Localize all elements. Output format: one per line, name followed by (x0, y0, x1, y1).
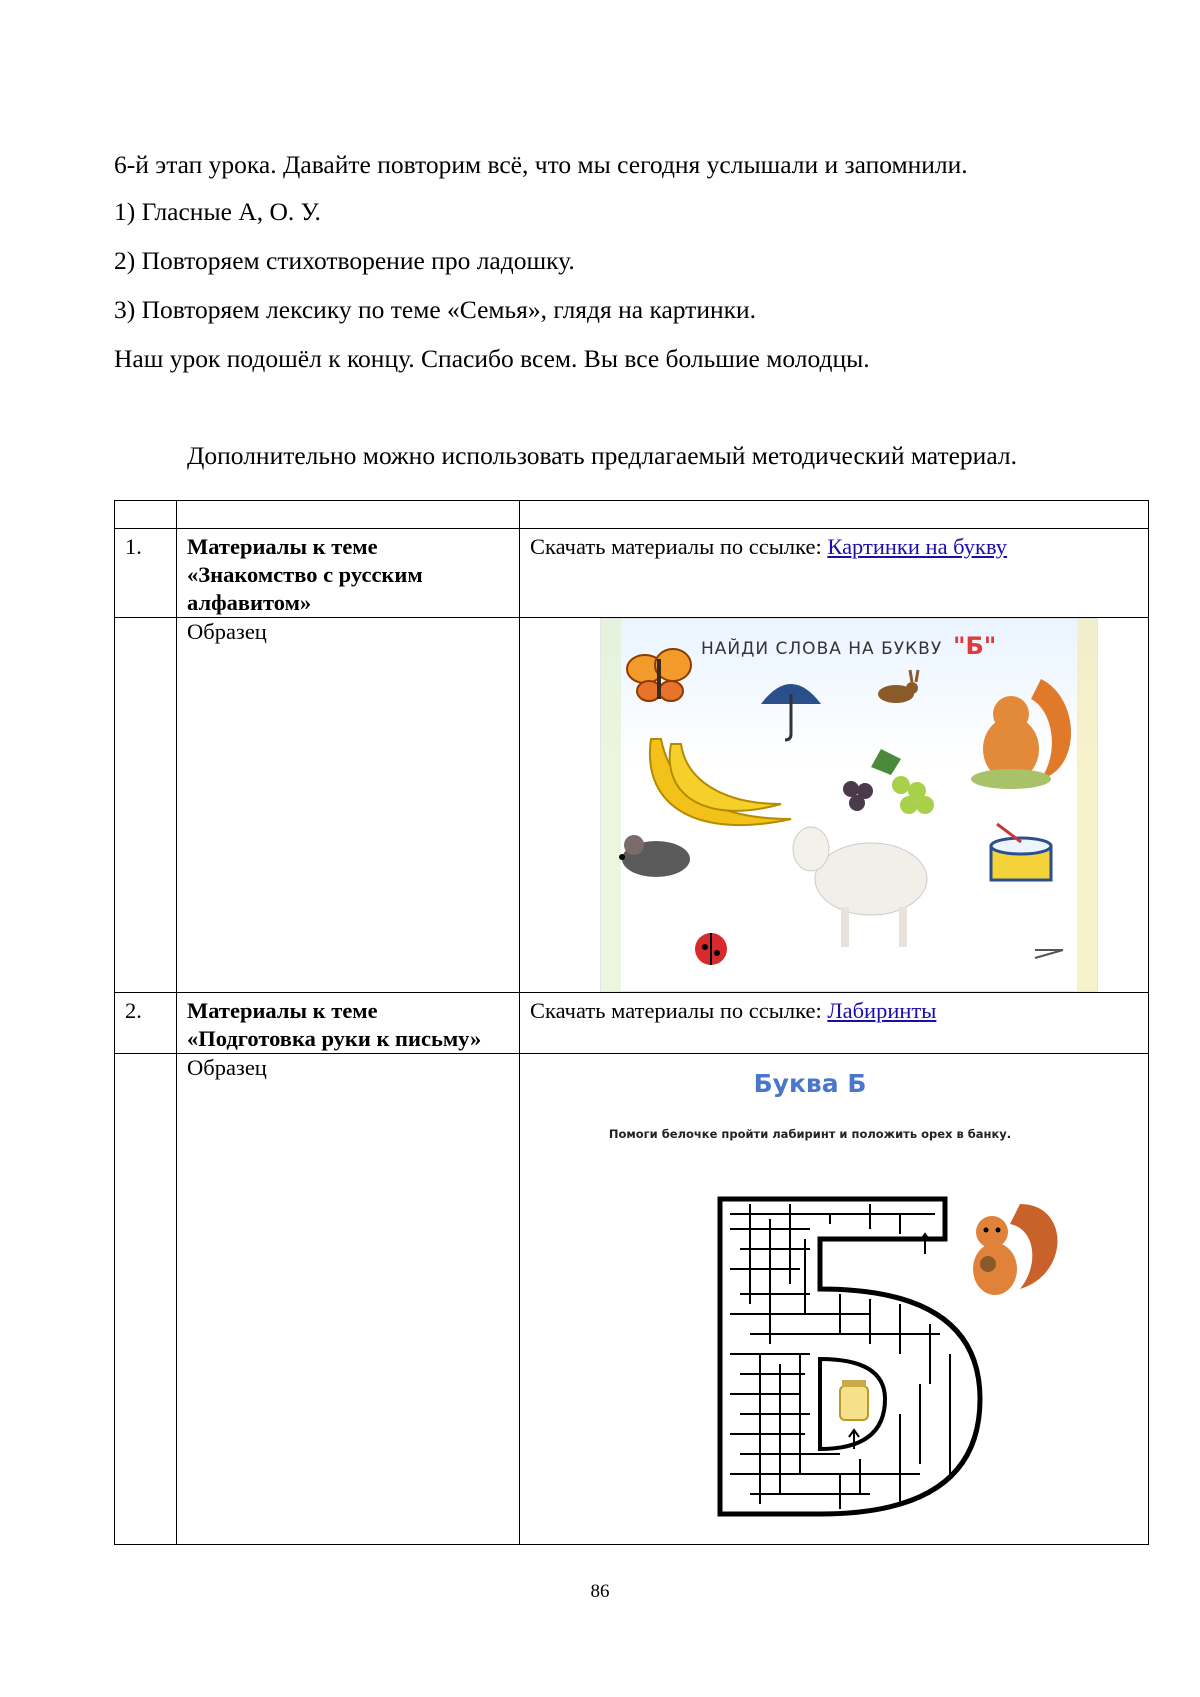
row-number: 1. (115, 529, 177, 618)
picture-letter: "Б" (953, 632, 997, 660)
find-words-illustration (601, 619, 1097, 991)
maze-illustration (540, 1054, 1100, 1544)
stage-paragraph: 6-й этап урока. Давайте повторим всё, что мы сегодня услышали и запомнили. (114, 150, 968, 179)
sample-label: Образец (177, 618, 520, 993)
find-words-picture (600, 618, 1098, 992)
squirrel-icon (971, 679, 1071, 789)
jar-icon (840, 1380, 868, 1420)
sample-image-cell (520, 1054, 1149, 1545)
maze-caption: Помоги белочке пройти лабиринт и положить орех в банку. (608, 1127, 1012, 1141)
topic-line: алфавитом» (187, 590, 312, 615)
table-row (115, 618, 1149, 993)
sheep-icon (793, 827, 927, 947)
pictures-link[interactable]: Картинки на букву (827, 534, 1008, 559)
download-prefix: Скачать материалы по ссылке: (530, 998, 828, 1023)
maze-picture (540, 1054, 1100, 1544)
topic-line: Материалы к теме (187, 534, 378, 559)
table-row (115, 529, 1149, 618)
materials-table (114, 500, 1149, 1545)
table-cell (115, 501, 177, 529)
drum-icon (991, 824, 1051, 880)
topic-cell (177, 529, 520, 618)
safety-pin-icon (1035, 950, 1063, 958)
download-cell (520, 993, 1149, 1054)
bananas-icon (650, 739, 791, 825)
table-cell (115, 1054, 177, 1545)
sample-image-cell (520, 618, 1149, 993)
table-cell (520, 501, 1149, 529)
poem-item: 2) Повторяем стихотворение про ладошку. (114, 246, 575, 275)
closing-paragraph: Наш урок подошёл к концу. Спасибо всем. Вы все большие молодцы. (114, 344, 870, 373)
maze-title: Буква Б (753, 1069, 867, 1098)
hare-icon (878, 670, 918, 703)
table-cell (115, 618, 177, 993)
mouse-icon (619, 835, 690, 877)
download-cell (520, 529, 1149, 618)
table-cell (177, 501, 520, 529)
family-vocabulary-item: 3) Повторяем лексику по теме «Семья», глядя на картинки. (114, 295, 757, 324)
mazes-link[interactable]: Лабиринты (827, 998, 937, 1023)
additional-material-paragraph: Дополнительно можно использовать предлагаемый методический материал. (187, 441, 1017, 470)
maze-letter-b (720, 1199, 980, 1514)
umbrella-icon (761, 684, 821, 740)
download-prefix: Скачать материалы по ссылке: (530, 534, 828, 559)
vowels-item: 1) Гласные А, О. У. (114, 197, 321, 226)
picture-title: НАЙДИ СЛОВА НА БУКВУ (701, 639, 943, 659)
grapes-icon (843, 749, 934, 814)
table-row (115, 993, 1149, 1054)
ladybug-icon (695, 933, 727, 965)
sample-label: Образец (177, 1054, 520, 1545)
page-number: 86 (590, 1581, 610, 1602)
topic-cell (177, 993, 520, 1054)
topic-line: Материалы к теме (187, 998, 378, 1023)
table-header-row (115, 501, 1149, 529)
squirrel-icon (973, 1204, 1058, 1295)
topic-line: «Знакомство с русским (187, 562, 423, 587)
table-row (115, 1054, 1149, 1545)
butterfly-icon (627, 649, 691, 701)
row-number: 2. (115, 993, 177, 1054)
topic-line: «Подготовка руки к письму» (187, 1026, 482, 1051)
